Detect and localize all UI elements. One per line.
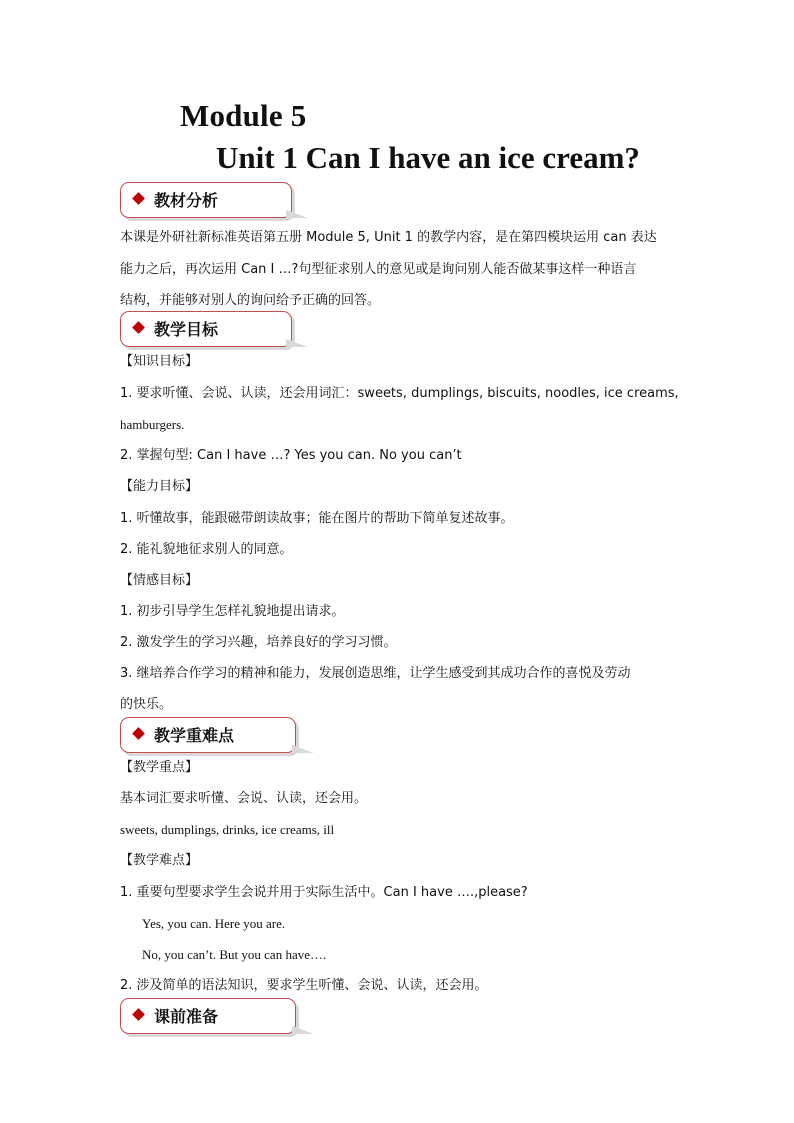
difficulty-heading: 【教学难点】 xyxy=(120,853,199,868)
knowledge-goal-2: 2. 掌握句型: Can I have …? Yes you can. No you can’t xyxy=(120,448,462,463)
ability-goal-2: 2. 能礼貌地征求别人的同意。 xyxy=(120,542,293,557)
difficulty-1: 1. 重要句型要求学生会说并用于实际生活中。Can I have ….,please? xyxy=(120,885,528,900)
emotion-goal-1: 1. 初步引导学生怎样礼貌地提出请求。 xyxy=(120,604,345,619)
section-label: 教学重难点 xyxy=(154,726,235,745)
difficulty-1-example-no: No, you can’t. But you can have…. xyxy=(142,947,327,962)
difficulty-2: 2. 涉及简单的语法知识，要求学生听懂、会说、认读，还会用。 xyxy=(120,978,488,993)
section-tab-tail-icon xyxy=(292,745,314,753)
section-label: 教材分析 xyxy=(154,191,219,210)
section-header-goals xyxy=(120,311,292,345)
section-header-analysis xyxy=(120,182,292,216)
section-header-prep xyxy=(120,998,296,1032)
focus-line-2: sweets, dumplings, drinks, ice creams, ill xyxy=(120,822,335,837)
knowledge-goal-heading: 【知识目标】 xyxy=(120,354,199,369)
section-tab-tail-icon xyxy=(286,210,308,218)
analysis-line-1: 本课是外研社新标准英语第五册 Module 5, Unit 1 的教学内容，是在第四模块运用 can 表达 xyxy=(120,230,657,245)
section-tab-tail-icon xyxy=(292,1026,314,1034)
unit-title: Unit 1 Can I have an ice cream? xyxy=(216,140,640,175)
section-label: 课前准备 xyxy=(154,1007,219,1026)
module-title: Module 5 xyxy=(180,98,307,133)
emotion-goal-heading: 【情感目标】 xyxy=(120,573,199,588)
focus-line-1: 基本词汇要求听懂、会说、认读，还会用。 xyxy=(120,791,368,806)
knowledge-goal-1-cont: hamburgers. xyxy=(120,417,185,432)
emotion-goal-3: 3. 继培养合作学习的精神和能力，发展创造思维，让学生感受到其成功合作的喜悦及劳动 xyxy=(120,666,631,681)
emotion-goal-3-cont: 的快乐。 xyxy=(120,697,173,712)
ability-goal-heading: 【能力目标】 xyxy=(120,479,199,494)
ability-goal-1: 1. 听懂故事，能跟磁带朗读故事；能在图片的帮助下简单复述故事。 xyxy=(120,511,514,526)
analysis-line-3: 结构，并能够对别人的询问给予正确的回答。 xyxy=(120,293,381,308)
knowledge-goal-1: 1. 要求听懂、会说、认读，还会用词汇：sweets, dumplings, biscuits, noodles, ice creams, xyxy=(120,386,679,401)
section-tab-tail-icon xyxy=(286,339,308,347)
focus-heading: 【教学重点】 xyxy=(120,760,199,775)
section-label: 教学目标 xyxy=(154,320,219,339)
section-header-keypoints xyxy=(120,717,296,751)
emotion-goal-2: 2. 激发学生的学习兴趣，培养良好的学习习惯。 xyxy=(120,635,397,650)
difficulty-1-example-yes: Yes, you can. Here you are. xyxy=(142,916,286,931)
analysis-line-2: 能力之后，再次运用 Can I …?句型征求别人的意见或是询问别人能否做某事这样一种语言 xyxy=(120,262,637,277)
